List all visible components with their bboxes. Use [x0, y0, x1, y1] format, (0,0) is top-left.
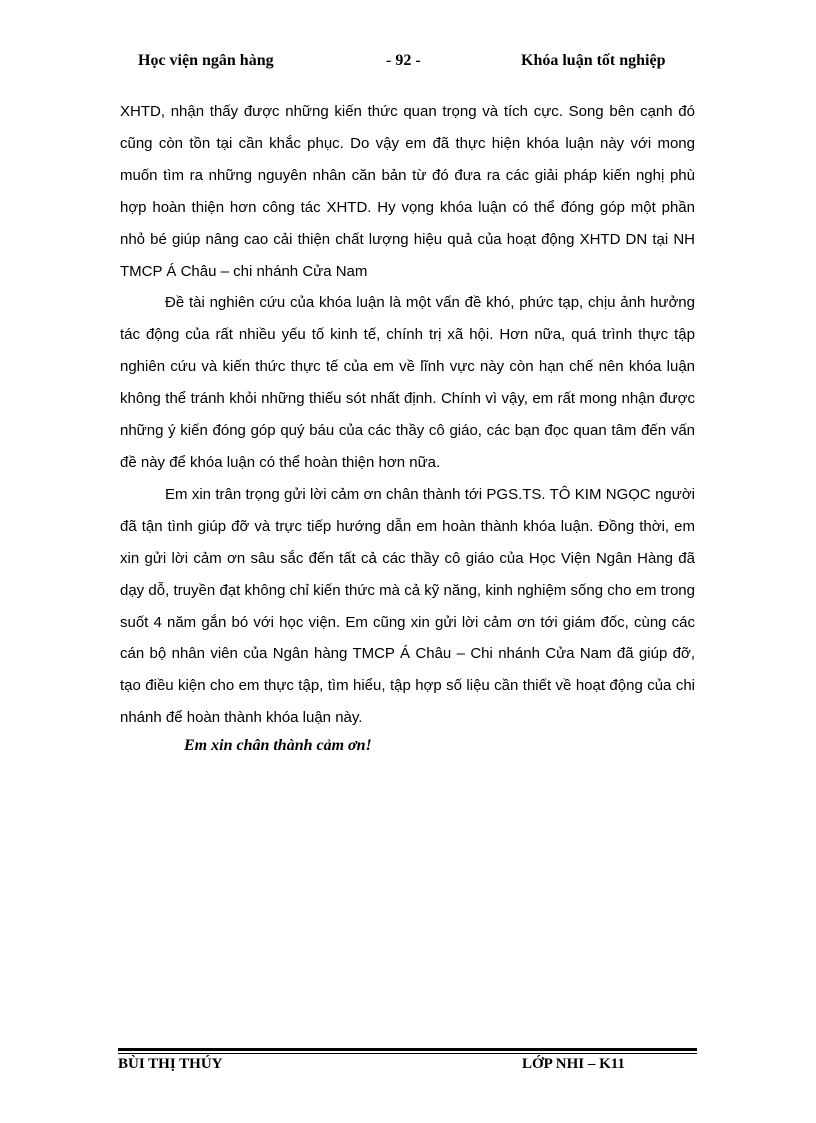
paragraph: XHTD, nhận thấy được những kiến thức quan trọng và tích cực. Song bên cạnh đó cũng còn tồn tại cần khắc phục. Do vậy em đã thực hiện khóa luận này với mong muốn tìm ra những nguyên nhân căn bản từ đó đưa ra các giải pháp kiến nghị phù hợp hoàn thiện hơn công tác XHTD. Hy vọng khóa luận có thể đóng góp một phần nhỏ bé giúp nâng cao cải thiện chất lượng hiệu quả của hoạt động XHTD DN tại NH TMCP Á Châu – chi nhánh Cửa Nam	[120, 103, 695, 280]
footer-divider	[118, 1048, 697, 1051]
header-document-type: Khóa luận tốt nghiệp	[521, 52, 666, 69]
closing-line: Em xin chân thành cảm ơn!	[184, 737, 372, 754]
header-institution: Học viện ngân hàng	[138, 52, 274, 69]
footer-class: LỚP NHI – K11	[522, 1056, 625, 1072]
footer-author: BÙI THỊ THÚY	[118, 1056, 223, 1072]
page-header	[0, 52, 816, 76]
header-page-number: - 92 -	[386, 52, 421, 69]
page-footer	[0, 1056, 816, 1080]
paragraph: Đề tài nghiên cứu của khóa luận là một vấn đề khó, phức tạp, chịu ảnh hưởng tác động của rất nhiều yếu tố kinh tế, chính trị xã hội. Hơn nữa, quá trình thực tập nghiên cứu và kiến thức thực tế của em về lĩnh vực này còn hạn chế nên khóa luận không thể tránh khỏi những thiếu sót nhất định. Chính vì vậy, em rất mong nhận được những ý kiến đóng góp quý báu của các thầy cô giáo, các bạn đọc quan tâm đến vấn đề này để khóa luận có thể hoàn thiện hơn nữa.	[120, 294, 695, 471]
body-text	[120, 96, 695, 734]
paragraph: Em xin trân trọng gửi lời cảm ơn chân thành tới PGS.TS. TÔ KIM NGỌC người đã tận tình giúp đỡ và trực tiếp hướng dẫn em hoàn thành khóa luận. Đồng thời, em xin gửi lời cảm ơn sâu sắc đến tất cả các thầy cô giáo của Học Viện Ngân Hàng đã dạy dỗ, truyền đạt không chỉ kiến thức mà cả kỹ năng, kinh nghiệm sống cho em trong suốt 4 năm gắn bó với học viện. Em cũng xin gửi lời cảm ơn tới giám đốc, cùng các cán bộ nhân viên của Ngân hàng TMCP Á Châu – Chi nhánh Cửa Nam đã giúp đỡ, tạo điều kiện cho em thực tập, tìm hiểu, tập hợp số liệu cần thiết về hoạt động của chi nhánh để hoàn thành khóa luận này.	[120, 485, 695, 727]
